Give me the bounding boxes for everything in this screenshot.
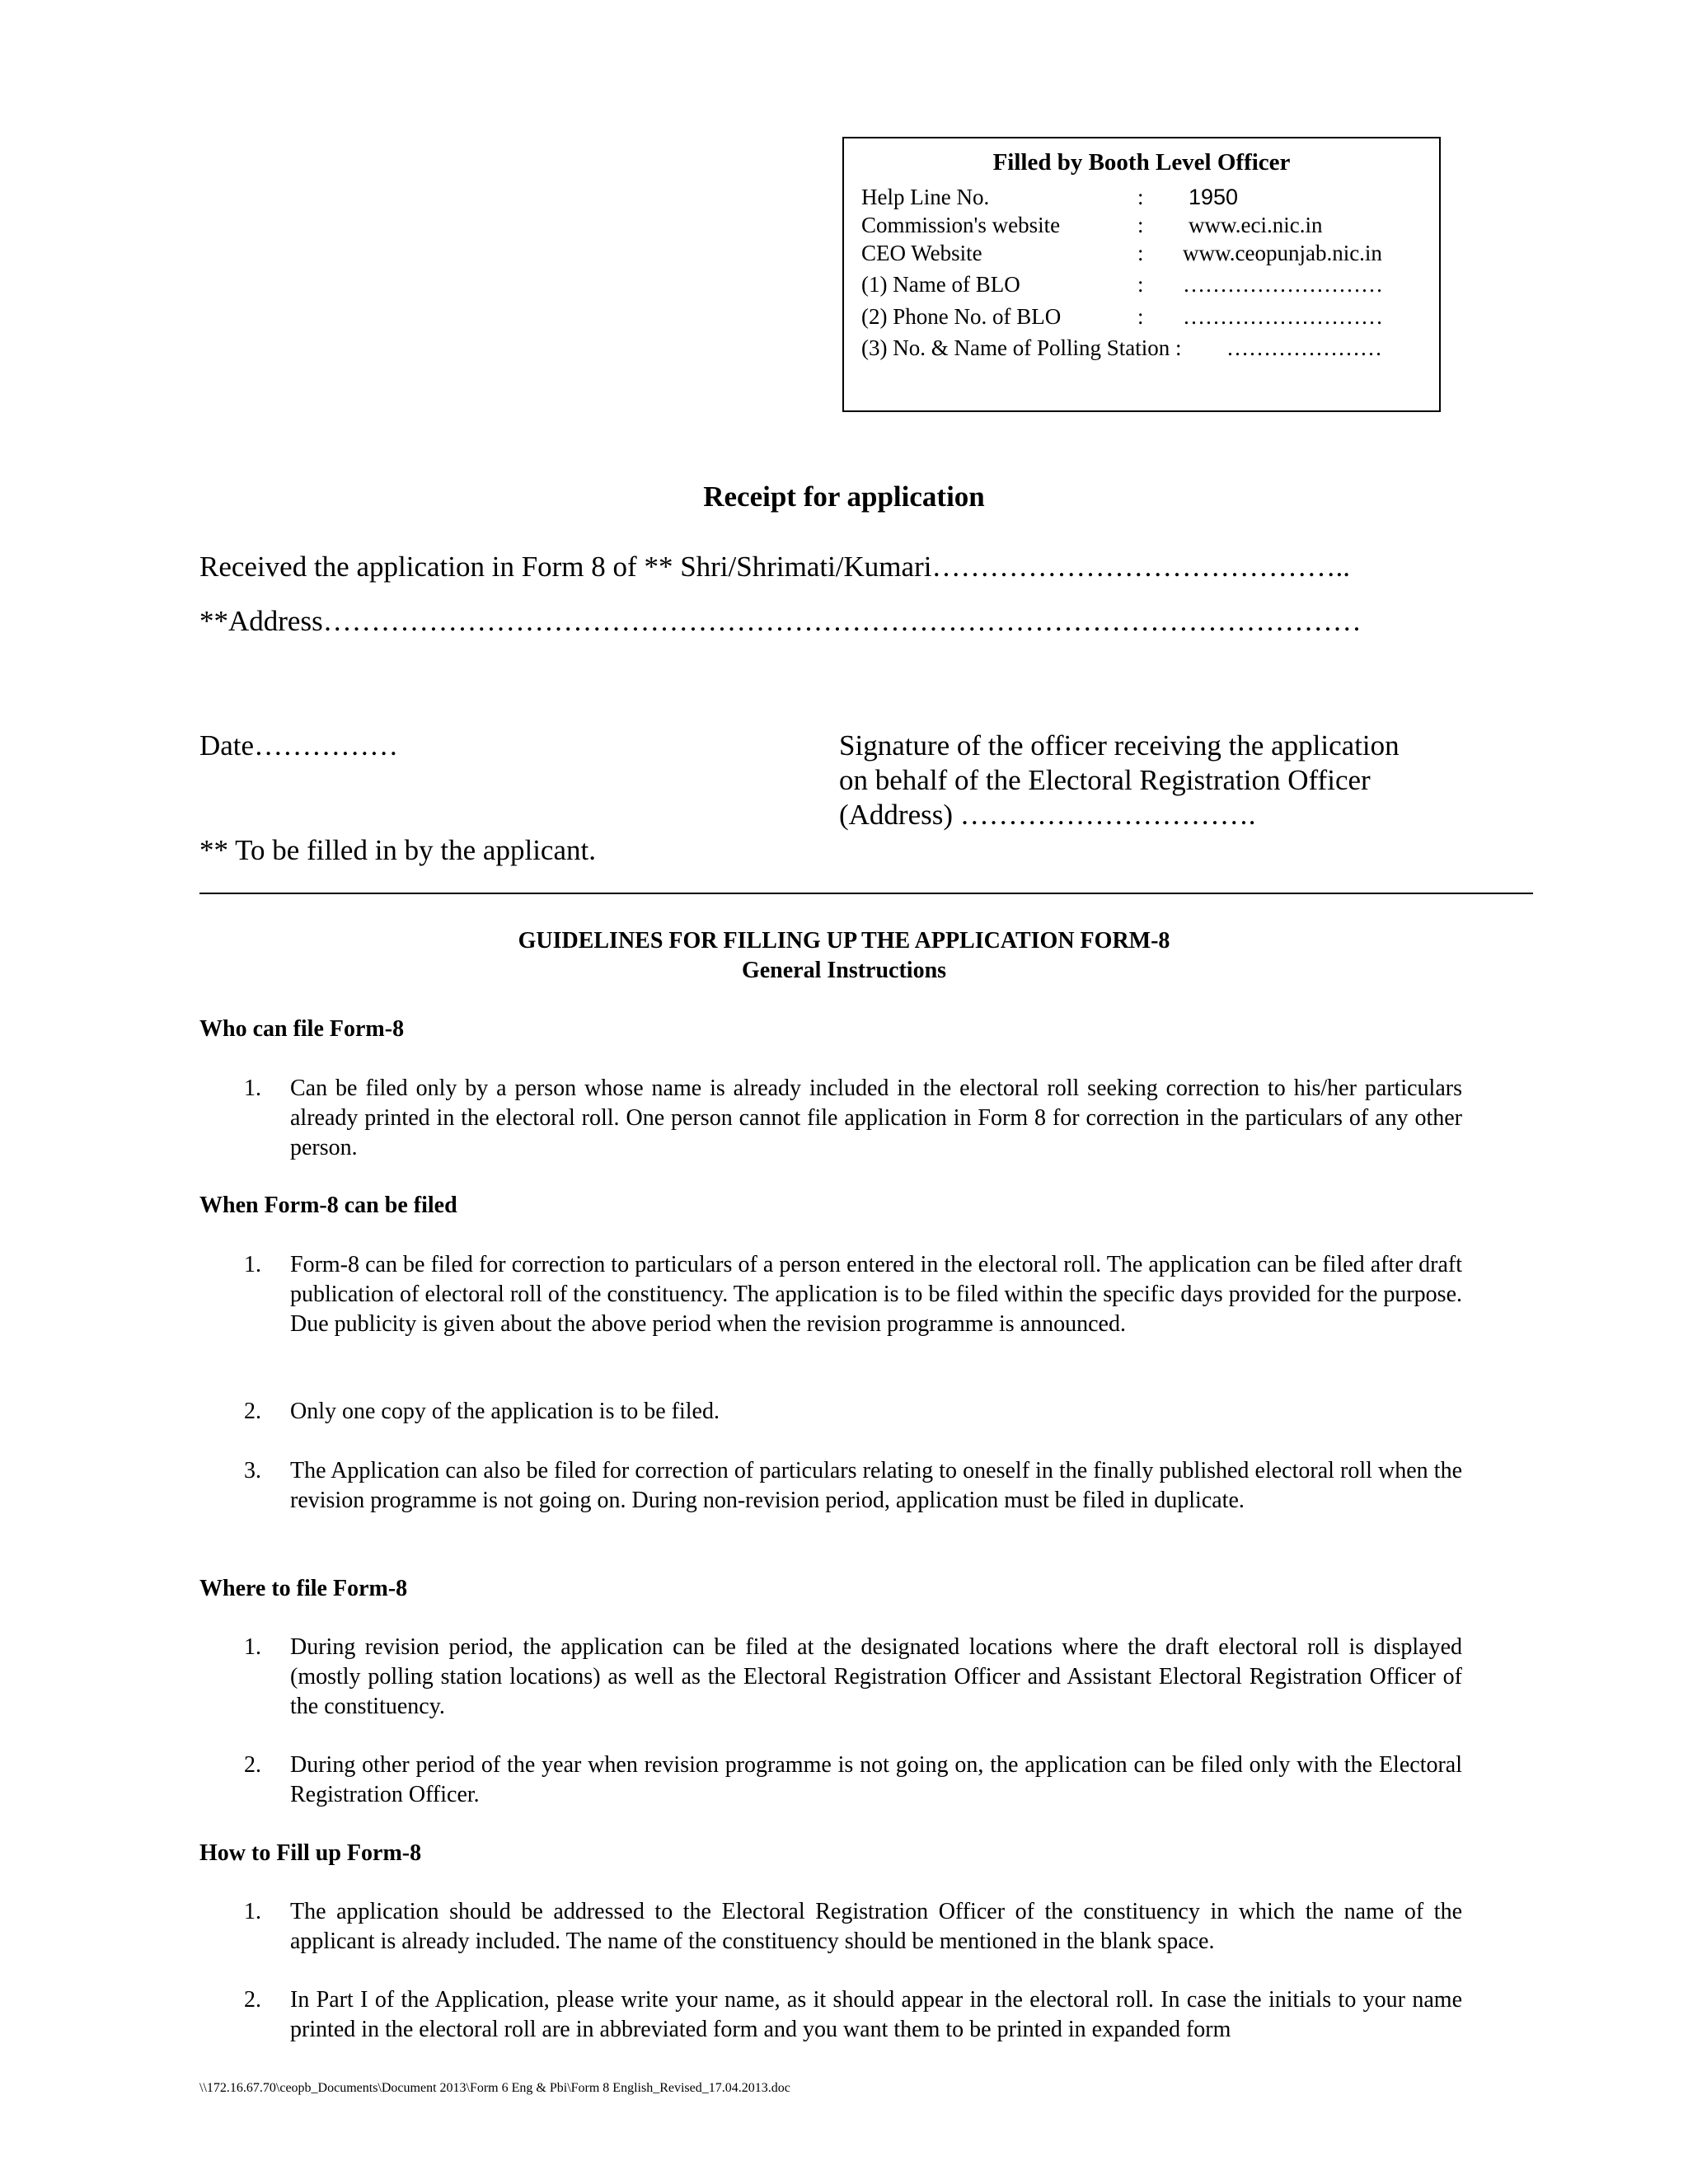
section-heading-when: When Form-8 can be filed xyxy=(199,1193,457,1218)
signature-line-1: Signature of the officer receiving the application xyxy=(839,729,1400,762)
blo-phone-blank: ……………………… xyxy=(1183,304,1383,329)
ceo-website-colon: : xyxy=(1137,241,1144,265)
commission-website-colon: : xyxy=(1137,213,1144,237)
item-text: During revision period, the application can be filed at the designated locations where the draft electoral roll is displayed (mostly polling station locations) as well as the Electoral Registration Officer and Assistant Electoral Registration Officer of the constituency. xyxy=(290,1634,1462,1719)
blo-box-title: Filled by Booth Level Officer xyxy=(992,149,1291,176)
address-line: **Address……………………………………………………………………………………………… xyxy=(199,605,1362,637)
section-heading-who: Who can file Form-8 xyxy=(199,1016,405,1042)
item-number: 3. xyxy=(244,1458,261,1483)
blo-phone-colon: : xyxy=(1137,304,1144,329)
item-number: 1. xyxy=(244,1634,261,1660)
section-heading-how: How to Fill up Form-8 xyxy=(199,1840,422,1866)
commission-website-label: Commission's website xyxy=(861,213,1061,237)
blo-phone-label: (2) Phone No. of BLO xyxy=(861,304,1062,329)
commission-website-value: www.eci.nic.in xyxy=(1189,213,1323,237)
item-text: Can be filed only by a person whose name is already included in the electoral roll seeking correction to his/her particulars already printed in the electoral roll. One person cannot file application in Form 8 for correction in the particulars of any other person. xyxy=(290,1076,1462,1160)
polling-station-blank: ………………… xyxy=(1226,335,1382,360)
document-path-footer: \\172.16.67.70\ceopb_Documents\Document 2013\Form 6 Eng & Pbi\Form 8 English_Revised_17.04.2013.doc xyxy=(199,2081,790,2095)
divider-rule xyxy=(199,893,1533,894)
item-number: 1. xyxy=(244,1076,261,1101)
signature-line-2: on behalf of the Electoral Registration Officer xyxy=(839,764,1371,796)
item-text: The application should be addressed to the Electoral Registration Officer of the constituency in which the name of the applicant is already included. The name of the constituency should be mentioned in the blank space. xyxy=(290,1899,1462,1954)
section-heading-where: Where to file Form-8 xyxy=(199,1576,408,1601)
item-number: 2. xyxy=(244,1752,261,1778)
received-line: Received the application in Form 8 of ** Shri/Shrimati/Kumari…………………………………….. xyxy=(199,551,1350,583)
item-text: The Application can also be filed for correction of particulars relating to oneself in the finally published electoral roll when the revision programme is not going on. During non-revision period, application must be filed in duplicate. xyxy=(290,1458,1462,1513)
guidelines-subtitle: General Instructions xyxy=(741,958,947,983)
helpline-label: Help Line No. xyxy=(861,185,990,209)
item-number: 1. xyxy=(244,1899,261,1924)
receipt-title: Receipt for application xyxy=(703,480,985,513)
guidelines-title: GUIDELINES FOR FILLING UP THE APPLICATION FORM-8 xyxy=(518,928,1170,954)
item-number: 2. xyxy=(244,1399,261,1424)
item-number: 2. xyxy=(244,1987,261,2013)
applicant-note: ** To be filled in by the applicant. xyxy=(199,834,596,866)
blo-name-colon: : xyxy=(1137,272,1144,297)
date-line: Date…………… xyxy=(199,729,399,762)
helpline-colon: : xyxy=(1137,185,1144,209)
ceo-website-label: CEO Website xyxy=(861,241,982,265)
blo-name-label: (1) Name of BLO xyxy=(861,272,1020,297)
helpline-value: 1950 xyxy=(1189,185,1239,209)
polling-station-label: (3) No. & Name of Polling Station : xyxy=(861,335,1182,360)
ceo-website-value: www.ceopunjab.nic.in xyxy=(1183,241,1382,265)
item-number: 1. xyxy=(244,1252,261,1277)
item-text: Form-8 can be filed for correction to particulars of a person entered in the electoral roll. The application can be filed after draft publication of electoral roll of the constituency. The application is to be filed within the specific days provided for the purpose. Due publicity is given about the above period when the revision programme is announced. xyxy=(290,1252,1462,1337)
item-text: In Part I of the Application, please write your name, as it should appear in the electoral roll. In case the initials to your name printed in the electoral roll are in abbreviated form and you want them to be printed in expanded form xyxy=(290,1987,1462,2042)
item-text: Only one copy of the application is to be filed. xyxy=(290,1399,720,1424)
blo-name-blank: ……………………… xyxy=(1183,272,1383,297)
item-text: During other period of the year when revision programme is not going on, the application can be filed only with the Electoral Registration Officer. xyxy=(290,1752,1462,1807)
signature-line-3: (Address) …………………………. xyxy=(839,799,1256,831)
